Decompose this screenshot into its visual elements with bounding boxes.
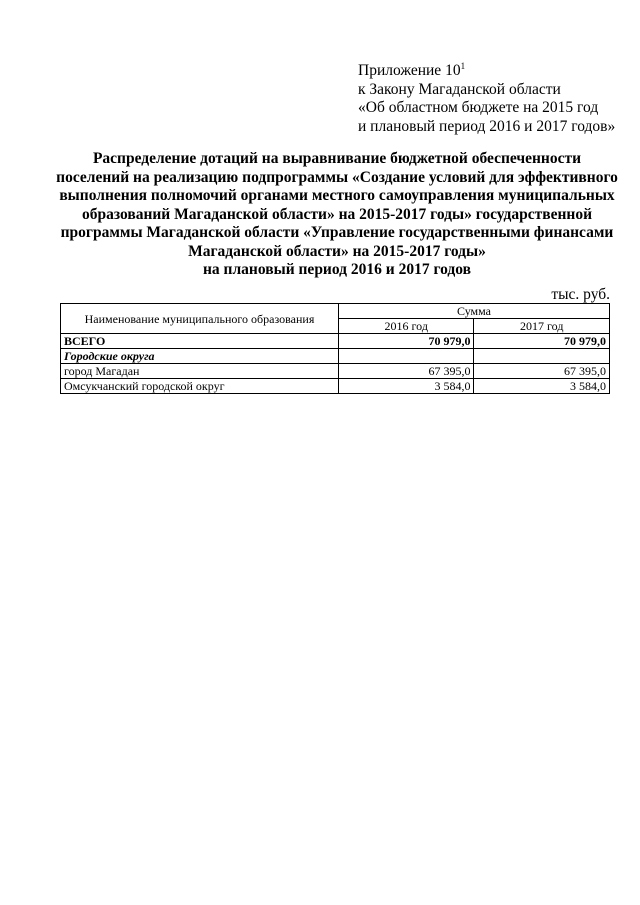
row-value-2017: 3 584,0 [474,379,610,394]
row-value-2016: 3 584,0 [339,379,474,394]
appendix-line-4: и плановый период 2016 и 2017 годов» [358,117,616,135]
appendix-note [358,62,615,136]
group-empty-2016 [339,349,474,364]
appendix-superscript: 1 [460,61,466,71]
row-value-2016: 67 395,0 [339,364,474,379]
unit-label: тыс. руб. [551,286,610,303]
appendix-line-3: «Об областном бюджете на 2015 год [358,99,599,116]
title-line: Распределение дотаций на выравнивание бюджетной обеспеченности [92,150,582,167]
title-line: выполнения полномочий органами местного самоуправления муниципальных [59,187,615,204]
total-label: ВСЕГО [61,334,339,349]
appendix-line-1 [358,62,615,81]
header-year-2017: 2017 год [474,319,610,334]
document-title [56,150,618,280]
row-name: Омсукчанский городской округ [61,379,339,394]
table-row [61,379,610,394]
appendix-number: Приложение 10 [358,62,461,79]
group-empty-2017 [474,349,610,364]
table-header-row [61,304,610,319]
total-row [61,334,610,349]
row-value-2017: 67 395,0 [474,364,610,379]
group-row [61,349,610,364]
header-sum-cell: Сумма [339,304,610,319]
total-2017: 70 979,0 [474,334,610,349]
title-line: программы Магаданской области «Управление государственными финансами [60,224,614,241]
title-line: поселений на реализацию подпрограммы «Создание условий для эффективного [56,168,618,186]
total-2016: 70 979,0 [339,334,474,349]
header-year-2016: 2016 год [339,319,474,334]
appendix-line-2: к Закону Магаданской области [358,80,561,98]
group-label: Городские округа [61,349,339,364]
table-row [61,364,610,379]
row-name: город Магадан [61,364,339,379]
distribution-table [60,303,610,394]
title-line: Магаданской области» на 2015-2017 годы» [188,242,486,260]
title-line: образований Магаданской области» на 2015-2017 годы» государственной [81,205,593,223]
title-line: на плановый период 2016 и 2017 годов [203,261,471,278]
header-name-cell: Наименование муниципального образования [61,304,339,334]
